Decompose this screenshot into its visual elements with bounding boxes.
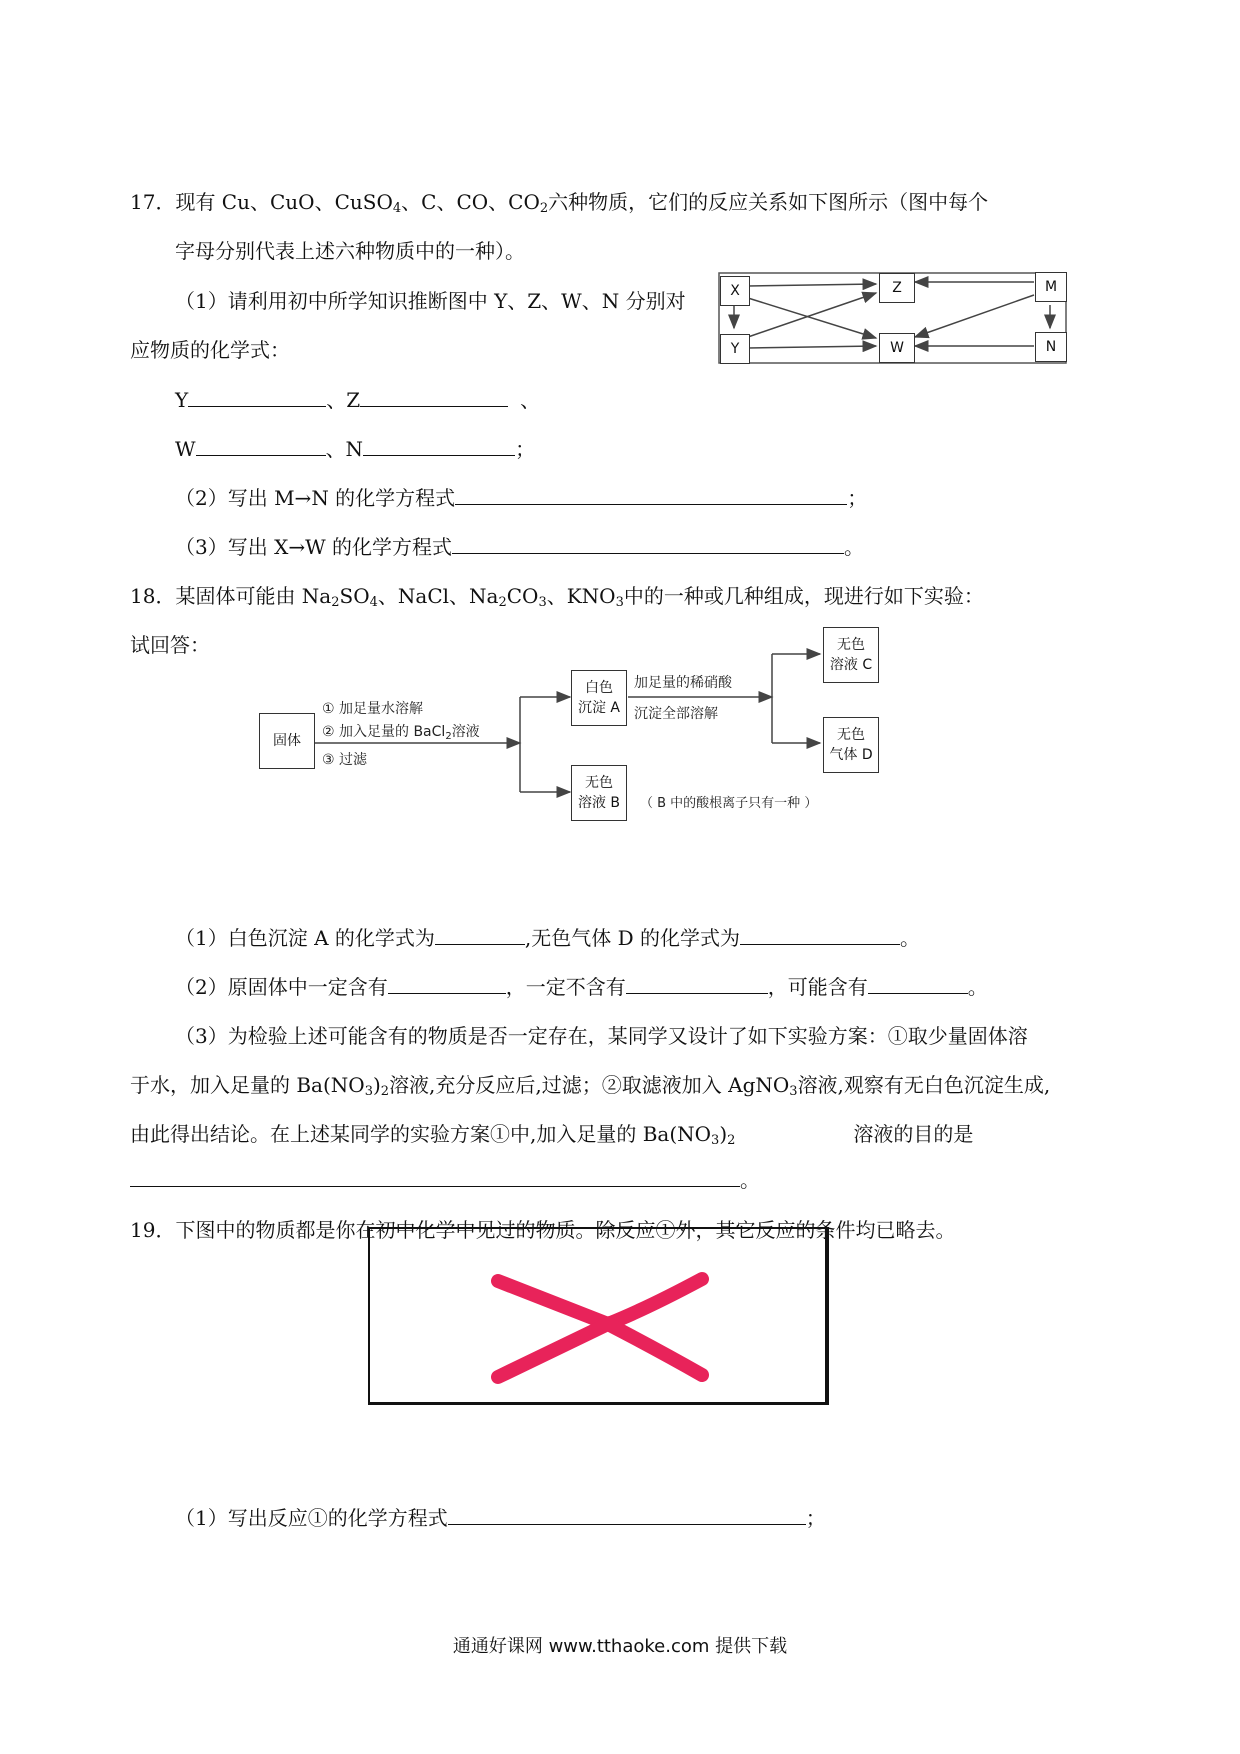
answer-blank-purpose[interactable] bbox=[130, 1166, 740, 1187]
broken-image-icon bbox=[370, 1229, 825, 1402]
diagram-node-m: M bbox=[1035, 272, 1067, 302]
q18-part3-line2: 于水，加入足量的 $Ba(NO_3)_2$溶液,充分反应后,过滤；②取滤液加入 AgNO$_3$溶液,观察有无白色沉淀生成, bbox=[130, 1073, 1051, 1099]
q17-part2: （2）写出 M→N 的化学方程式 ； bbox=[175, 486, 868, 510]
q18-intro: 18．某固体可能由 $Na_2SO_4$、NaCl、$Na_2CO_3$、$KNO_3$中的一种或几种组成，现进行如下实验： bbox=[130, 584, 984, 610]
answer-blank-gas-d[interactable] bbox=[740, 924, 900, 945]
q18-ask: 试回答： bbox=[130, 633, 210, 657]
diagram-node-y: Y bbox=[720, 334, 750, 364]
diagram-node-n: N bbox=[1035, 332, 1067, 362]
q18-part3-line1: （3）为检验上述可能含有的物质是否一定存在，某同学又设计了如下实验方案：①取少量固体溶 bbox=[175, 1024, 1028, 1048]
diagram-node-x: X bbox=[720, 276, 750, 306]
missing-image-placeholder bbox=[368, 1227, 829, 1405]
q17-intro-line2: 字母分别代表上述六种物质中的一种）。 bbox=[175, 239, 525, 263]
q18-part3-answer-line: 。 bbox=[130, 1166, 760, 1194]
flow-note: （ B 中的酸根离子只有一种 ） bbox=[640, 796, 818, 811]
flow-box-precipitate-a: 白色 沉淀 A bbox=[571, 670, 627, 726]
page-footer: 通通好课网 www.tthaoke.com 提供下载 bbox=[452, 1636, 788, 1657]
flow-box-gas-d: 无色 气体 D bbox=[823, 717, 879, 773]
answer-blank-must-not-contain[interactable] bbox=[626, 973, 768, 994]
flow-box-solution-c: 无色 溶液 C bbox=[823, 627, 879, 683]
flow-dissolve-label: 沉淀全部溶解 bbox=[634, 706, 718, 722]
q18-part2: （2）原固体中一定含有 ，一定不含有 ，可能含有 。 bbox=[175, 975, 988, 999]
diagram-node-z: Z bbox=[879, 273, 915, 303]
answer-blank-precipitate-a[interactable] bbox=[435, 924, 525, 945]
q17-intro-line1: 17．现有 Cu、CuO、CuSO$_4$、C、CO、$CO_2$六种物质，它们的反应关系如下图所示（图中每个 bbox=[130, 190, 989, 216]
q17-part1-line1: （1）请利用初中所学知识推断图中 Y、Z、W、N 分别对 bbox=[175, 289, 686, 313]
diagram-node-w: W bbox=[879, 333, 915, 363]
answer-blank-reaction1[interactable] bbox=[448, 1504, 806, 1525]
flow-step1-label: ① 加足量水溶解 bbox=[322, 701, 424, 717]
answer-blank-may-contain[interactable] bbox=[868, 973, 968, 994]
q17-part3: （3）写出 X→W 的化学方程式 。 bbox=[175, 535, 864, 559]
q17-part1-line2: 应物质的化学式： bbox=[130, 338, 290, 362]
flow-acid-label: 加足量的稀硝酸 bbox=[634, 675, 732, 691]
q19-part1: （1）写出反应①的化学方程式 ； bbox=[175, 1506, 826, 1530]
flow-box-solution-b: 无色 溶液 B bbox=[571, 765, 627, 821]
flow-step3-label: ③ 过滤 bbox=[322, 752, 368, 768]
flow-step2-label: ② 加入足量的 BaCl$_2$溶液 bbox=[322, 724, 480, 742]
q17-yz-line: Y 、Z 、 bbox=[175, 388, 541, 412]
answer-blank-must-contain[interactable] bbox=[388, 973, 506, 994]
q19-intro: 19．下图中的物质都是你在初中化学中见过的物质。除反应①外，其它反应的条件均已略去。 bbox=[130, 1218, 956, 1242]
q18-part1: （1）白色沉淀 A 的化学式为 ,无色气体 D 的化学式为 。 bbox=[175, 926, 920, 950]
q17-wn-line: W 、N ； bbox=[175, 437, 536, 461]
flow-box-solid: 固体 bbox=[259, 713, 315, 769]
q18-part3-line3: 由此得出结论。在上述某同学的实验方案①中,加入足量的 $Ba(NO_3)_2$ 溶液的目的是 bbox=[130, 1122, 974, 1148]
